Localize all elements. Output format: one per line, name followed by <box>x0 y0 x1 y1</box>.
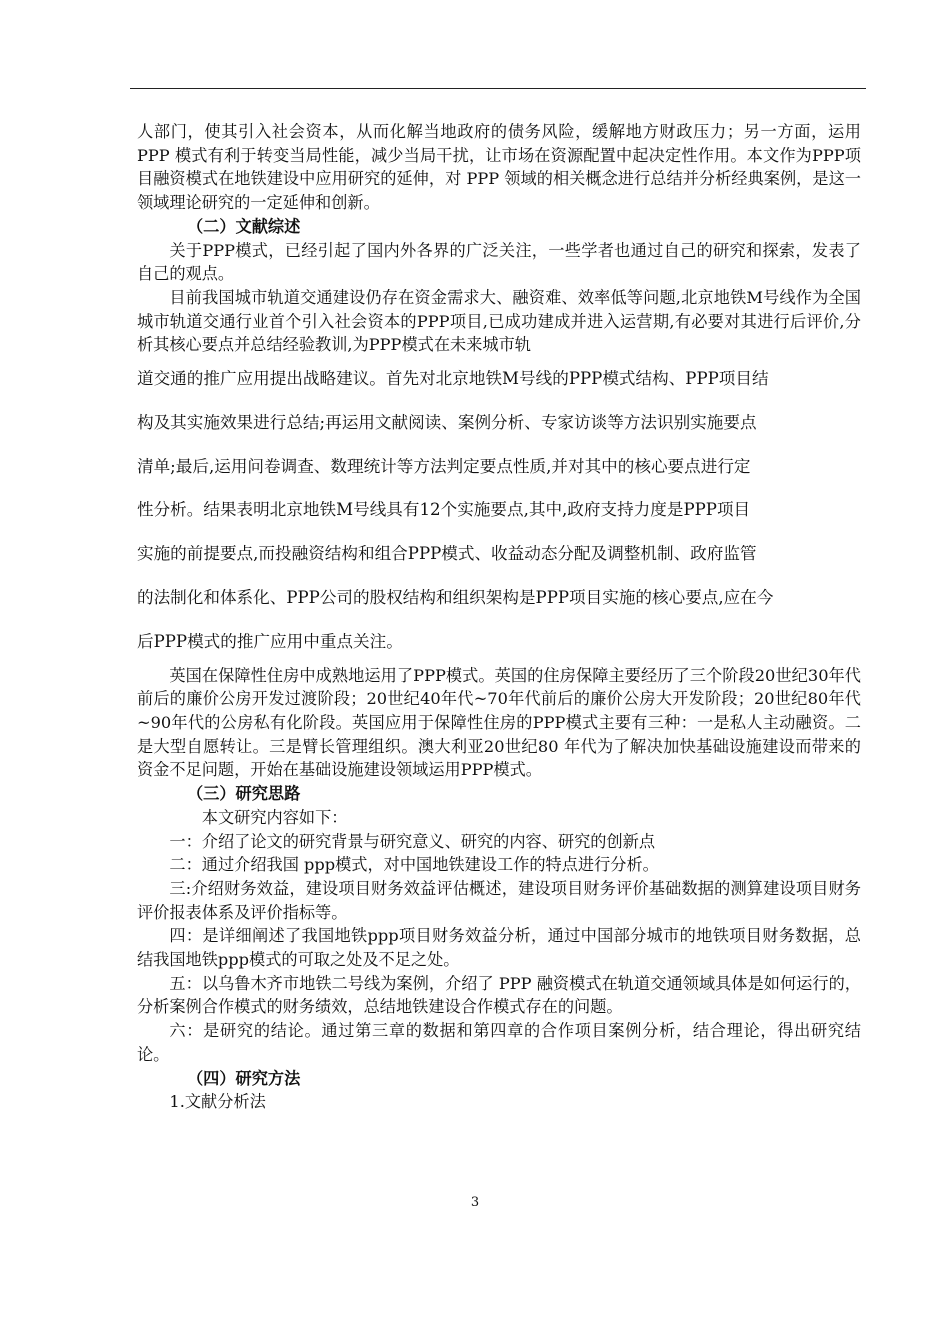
pasted-line: 道交通的推广应用提出战略建议。首先对北京地铁M号线的PPP模式结构、PPP项目结 <box>137 369 769 389</box>
pasted-line: 的法制化和体系化、PPP公司的股权结构和组织架构是PPP项目实施的核心要点,应在今 <box>137 588 774 608</box>
pasted-line: 后PPP模式的推广应用中重点关注。 <box>137 631 403 651</box>
paragraph-method-1: 1.文献分析法 <box>169 1092 266 1112</box>
section-heading-literature-review: （二）文献综述 <box>187 216 301 236</box>
list-item: 二：通过介绍我国 ppp模式，对中国地铁建设工作的特点进行分析。 <box>169 855 659 875</box>
paragraph-literature-1: 关于PPP模式，已经引起了国内外各界的广泛关注，一些学者也通过自己的研究和探索，发表了自己的观点。 <box>137 240 861 284</box>
list-item: 六：是研究的结论。通过第三章的数据和第四章的合作项目案例分析，结合理论，得出研究结论。 <box>137 1021 861 1064</box>
section-heading-research-approach: （三）研究思路 <box>187 784 301 804</box>
pasted-line: 构及其实施效果进行总结;再运用文献阅读、案例分析、专家访谈等方法识别实施要点 <box>137 412 757 432</box>
paragraph-uk-australia: 英国在保障性住房中成熟地运用了PPP模式。英国的住房保障主要经历了三个阶段20世纪30年代前后的廉价公房开发过渡阶段；20世纪40年代~70年代前后的廉价公房大开发阶段；20世纪80年代~90年代的公房私有化阶段。英国应用于保障性住房的PPP模式主要有三种：一是私人主动融资。二是大型自愿转让。三是臂长管理组织。澳大利亚20世纪80 年代为了解决加快基础设施建设而带来的资金不足问题，开始在基础设施建设领域运用PPP模式。 <box>137 665 861 780</box>
section-heading-research-methods: （四）研究方法 <box>187 1068 301 1088</box>
paragraph-literature-2: 目前我国城市轨道交通建设仍存在资金需求大、融资难、效率低等问题,北京地铁M号线作为全国城市轨道交通行业首个引入社会资本的PPP项目,已成功建成并进入运营期,有必要对其进行后评价,分析其核心要点并总结经验教训,为PPP模式在未来城市轨 <box>137 287 861 355</box>
pasted-text-block <box>137 357 861 664</box>
list-item: 四：是详细阐述了我国地铁ppp项目财务效益分析，通过中国部分城市的地铁项目财务数据，总结我国地铁ppp模式的可取之处及不足之处。 <box>137 926 861 970</box>
paragraph-intro-continued: 人部门，使其引入社会资本，从而化解当地政府的债务风险，缓解地方财政压力；另一方面，运用PPP 模式有利于转变当局性能，减少当局干扰，让市场在资源配置中起决定性作用。本文作为PPP项目融资模式在地铁建设中应用研究的延伸，对 PPP 领域的相关概念进行总结并分析经典案例，是这一领域理论研究的一定延伸和创新。 <box>137 122 861 213</box>
page-number: 3 <box>470 1195 480 1210</box>
pasted-line: 实施的前提要点,而投融资结构和组合PPP模式、收益动态分配及调整机制、政府监管 <box>137 544 757 564</box>
list-item: 一：介绍了论文的研究背景与研究意义、研究的内容、研究的创新点 <box>169 831 656 851</box>
list-item: 五：以乌鲁木齐市地铁二号线为案例，介绍了 PPP 融资模式在轨道交通领域具体是如何运行的，分析案例合作模式的财务绩效，总结地铁建设合作模式存在的问题。 <box>137 973 861 1017</box>
paragraph-research-contents: 本文研究内容如下： <box>201 807 348 827</box>
pasted-line: 清单;最后,运用问卷调查、数理统计等方法判定要点性质,并对其中的核心要点进行定 <box>137 456 751 476</box>
body-text <box>137 120 861 1114</box>
pasted-line: 性分析。结果表明北京地铁M号线具有12个实施要点,其中,政府支持力度是PPP项目 <box>137 500 751 520</box>
list-item: 三:介绍财务效益，建设项目财务效益评估概述，建设项目财务评价基础数据的测算建设项目财务评价报表体系及评价指标等。 <box>137 878 861 922</box>
header-rule <box>130 88 866 89</box>
